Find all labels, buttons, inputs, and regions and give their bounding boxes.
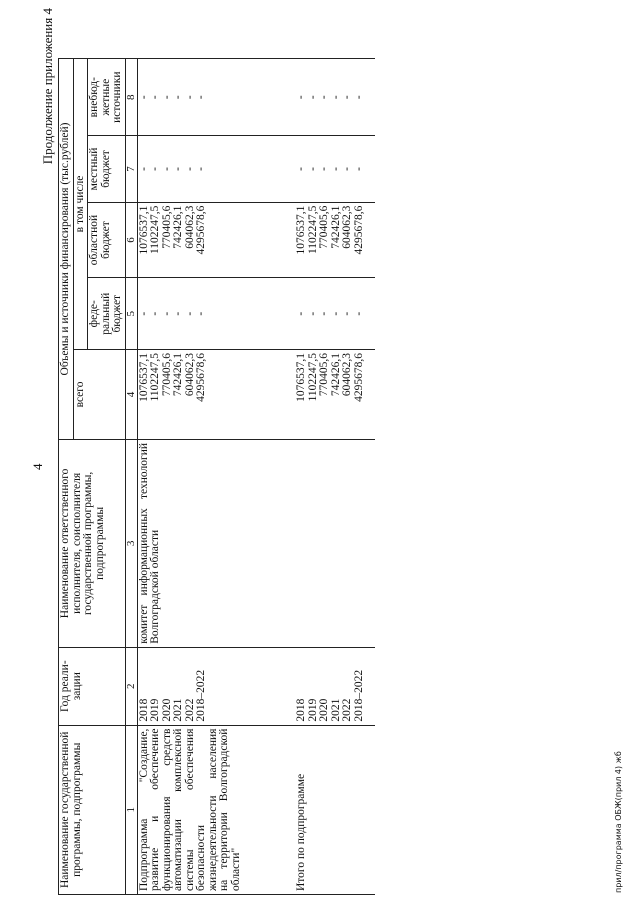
- year-value: 2018: [295, 698, 307, 722]
- regional-value: 742426,1: [172, 205, 184, 249]
- local-value: -: [329, 167, 342, 171]
- local-cell: [137, 136, 295, 202]
- federal-value: -: [160, 311, 173, 316]
- extra-cell: [137, 59, 295, 136]
- local-value: -: [352, 167, 365, 171]
- total-cell: [295, 349, 375, 439]
- federal-value: -: [195, 311, 207, 316]
- local-value: -: [183, 167, 196, 171]
- regional-value: 604062,3: [183, 205, 196, 249]
- regional-value: 1102247,5: [306, 205, 319, 255]
- year-value: 2018: [137, 698, 150, 722]
- federal-value: -: [149, 311, 161, 316]
- extra-cell: [295, 59, 375, 136]
- executor-name: [295, 439, 375, 647]
- page-number: 4: [30, 463, 45, 470]
- program-name: Подпрограмма "Создание, развитие и обеспечение функционирования средств автоматизации комплексной системы обеспечения безопасности жизнедеятельности населения на территории Волгоградской области": [137, 725, 295, 894]
- total-value: 4295678,6: [352, 352, 365, 402]
- federal-value: -: [295, 311, 307, 316]
- federal-value: -: [318, 311, 330, 316]
- total-value: 1102247,5: [149, 352, 161, 402]
- federal-value: -: [352, 311, 365, 316]
- extra-value: -: [329, 95, 342, 100]
- extra-value: -: [172, 95, 184, 100]
- local-value: -: [295, 167, 307, 171]
- total-value: 1076537,1: [137, 352, 150, 402]
- executor-name: комитет информационных технологий Волгоградской области: [137, 439, 295, 647]
- col-number: 8: [125, 59, 137, 136]
- regional-cell: [137, 202, 295, 278]
- extra-value: -: [137, 95, 150, 100]
- federal-cell: [137, 278, 295, 349]
- regional-value: 1102247,5: [149, 205, 161, 255]
- extra-value: -: [306, 95, 319, 100]
- header-year: Год реали-зации: [59, 647, 126, 725]
- extra-value: -: [160, 95, 173, 100]
- header-regional: областной бюджет: [88, 202, 126, 278]
- local-value: -: [195, 167, 207, 171]
- col-number: 7: [125, 136, 137, 202]
- footer-note: прил/программа ОБЖ(прил 4) жб: [614, 751, 623, 893]
- header-federal: феде-ральный бюджет: [88, 278, 126, 349]
- year-value: 2019: [306, 698, 319, 722]
- federal-value: -: [341, 311, 353, 316]
- table-row: [137, 59, 295, 895]
- year-value: 2019: [149, 698, 161, 722]
- federal-value: -: [172, 311, 184, 316]
- col-number: 5: [125, 278, 137, 349]
- extra-value: -: [195, 95, 207, 100]
- year-value: 2018–2022: [352, 669, 365, 722]
- regional-value: 604062,3: [341, 205, 353, 249]
- regional-value: 4295678,6: [352, 205, 365, 255]
- extra-value: -: [295, 95, 307, 100]
- total-value: 1102247,5: [306, 352, 319, 402]
- col-number: 3: [125, 439, 137, 647]
- total-value: 770405,6: [318, 352, 330, 397]
- header-local: местный бюджет: [88, 136, 126, 202]
- col-number: 2: [125, 647, 137, 725]
- federal-value: -: [329, 311, 342, 316]
- federal-value: -: [306, 311, 319, 316]
- extra-value: -: [149, 95, 161, 100]
- funding-table: [58, 58, 375, 895]
- regional-value: 770405,6: [160, 205, 173, 249]
- regional-value: 1076537,1: [295, 205, 307, 255]
- header-extra: внебюд-жетные источники: [88, 59, 126, 136]
- regional-value: 1076537,1: [137, 205, 150, 255]
- header-executor: Наименование ответственного исполнителя, соисполнителя государственной программы, подпрограммы: [59, 439, 126, 647]
- total-value: 1076537,1: [295, 352, 307, 402]
- extra-value: -: [341, 95, 353, 100]
- total-value: 4295678,6: [195, 352, 207, 402]
- continuation-label: Продолжение приложения 4: [40, 8, 55, 165]
- col-number: 4: [125, 349, 137, 439]
- header-including: в том числе: [73, 59, 88, 350]
- local-cell: [295, 136, 375, 202]
- extra-value: -: [352, 95, 365, 100]
- local-value: -: [306, 167, 319, 171]
- extra-value: -: [318, 95, 330, 100]
- regional-value: 770405,6: [318, 205, 330, 249]
- local-value: -: [341, 167, 353, 171]
- header-program: Наименование государственной программы, подпрограммы: [59, 725, 126, 894]
- total-value: 742426,1: [172, 352, 184, 397]
- regional-value: 4295678,6: [195, 205, 207, 255]
- year-value: 2018–2022: [195, 669, 207, 722]
- col-number: 1: [125, 725, 137, 894]
- year-value: 2021: [329, 698, 342, 722]
- local-value: -: [160, 167, 173, 171]
- local-value: -: [172, 167, 184, 171]
- year-value: 2021: [172, 698, 184, 722]
- program-name: Итого по подпрограмме: [295, 725, 375, 894]
- total-value: 604062,3: [183, 352, 196, 397]
- federal-value: -: [137, 311, 150, 316]
- col-number: 6: [125, 202, 137, 278]
- local-value: -: [318, 167, 330, 171]
- federal-value: -: [183, 311, 196, 316]
- regional-cell: [295, 202, 375, 278]
- local-value: -: [137, 167, 150, 171]
- total-value: 770405,6: [160, 352, 173, 397]
- year-value: 2022: [341, 698, 353, 722]
- regional-value: 742426,1: [329, 205, 342, 249]
- total-cell: [137, 349, 295, 439]
- table-row: [295, 59, 375, 895]
- years-cell: [137, 647, 295, 725]
- year-value: 2020: [318, 698, 330, 722]
- extra-value: -: [183, 95, 196, 100]
- total-value: 742426,1: [329, 352, 342, 397]
- year-value: 2022: [183, 698, 196, 722]
- year-value: 2020: [160, 698, 173, 722]
- total-value: 604062,3: [341, 352, 353, 397]
- header-funding: Объемы и источники финансирования (тыс.рублей): [59, 59, 74, 440]
- years-cell: [295, 647, 375, 725]
- local-value: -: [149, 167, 161, 171]
- header-total: всего: [73, 349, 125, 439]
- federal-cell: [295, 278, 375, 349]
